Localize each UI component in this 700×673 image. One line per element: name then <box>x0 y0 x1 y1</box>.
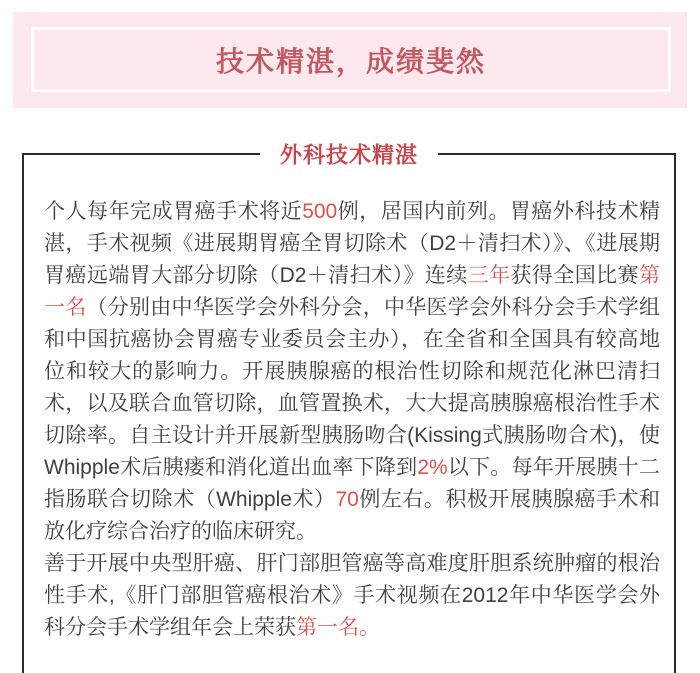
surgical-skill-card <box>22 142 676 673</box>
text-run: 以下。每年开展胰十二指肠联合切除术（Whipple术） <box>44 456 660 511</box>
highlight-text: 500 <box>302 200 338 223</box>
highlight-text: 第一名 <box>44 264 661 319</box>
text-run: 例，居国内前列。胃癌外科技术精湛，手术视频《进展期胃癌全胃切除术（D2＋清扫术）》、《进展期胃癌远端胃大部分切除（D2＋清扫术）》连续 <box>44 200 661 287</box>
highlight-text: 三年 <box>467 264 511 287</box>
banner-inner-frame <box>31 27 671 92</box>
highlight-text: 70 <box>335 488 359 511</box>
paragraph-hepatobiliary <box>44 548 660 644</box>
highlight-text: 2% <box>417 456 448 479</box>
highlight-text: 第一名。 <box>296 616 380 639</box>
paragraph-gastric-pancreatic <box>44 196 660 548</box>
card-title: 外科技术精湛 <box>260 138 438 169</box>
text-run: 个人每年完成胃癌手术将近 <box>44 200 303 223</box>
text-run: （分别由中华医学会外科分会，中华医学会外科分会手术学组和中国抗癌协会胃癌专业委员会主办），在全省和全国具有较高地位和较大的影响力。开展胰腺癌的根治性切除和规范化淋巴清扫术，以及联合血管切除，血管置换术，大大提高胰腺癌根治性手术切除率。自主设计并开展新型胰肠吻合(Kissing式胰肠吻合术)，使Whipple术后胰瘘和消化道出血率下降到 <box>44 296 660 479</box>
page-title: 技术精湛，成绩斐然 <box>215 45 486 77</box>
text-run: 善于开展中央型肝癌、肝门部胆管癌等高难度肝胆系统肿瘤的根治性手术,《肝门部胆管癌根治术》手术视频在2012年中华医学会外科分会手术学组年会上荣获 <box>44 552 660 639</box>
card-body <box>24 155 674 654</box>
text-run: 例左右。积极开展胰腺癌手术和放化疗综合治疗的临床研究。 <box>44 488 661 543</box>
header-banner <box>13 12 687 108</box>
text-run: 获得全国比赛 <box>510 264 640 287</box>
